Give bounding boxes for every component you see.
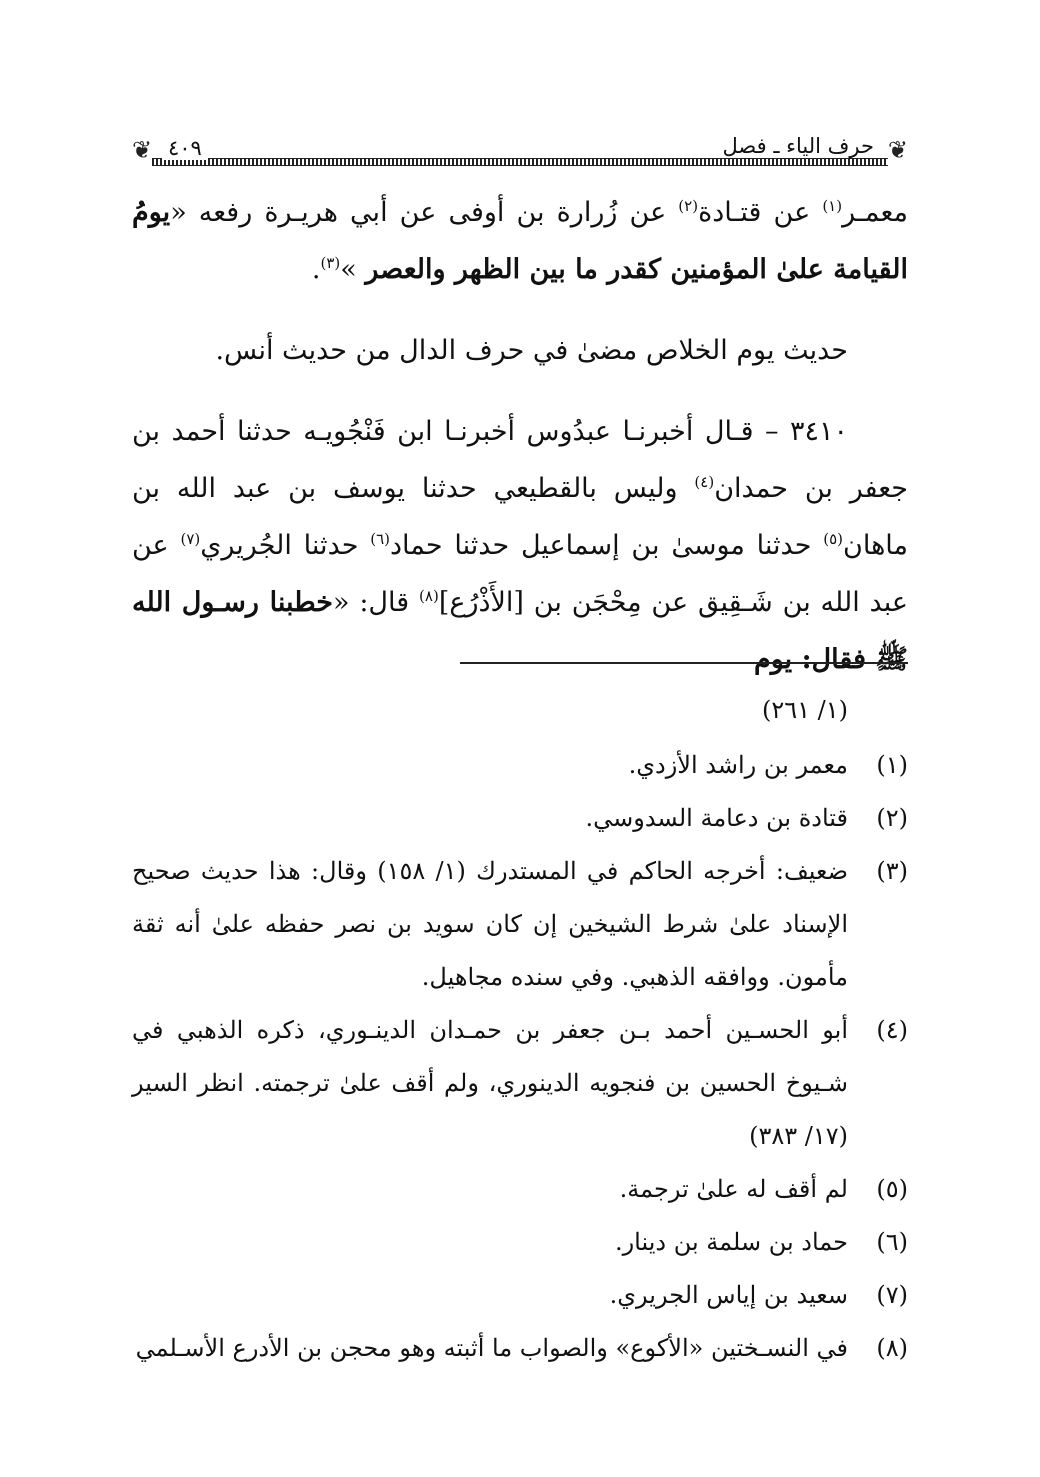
text-run: ٣٤١٠ – قـال أخبرنـا عبدُوس أخبرنـا ابن فَنْجُويـه حدثنا أحمد بن جعفر بن حمدان bbox=[132, 416, 908, 504]
footnote-ref: (٨) bbox=[419, 587, 439, 605]
paragraph-1 bbox=[132, 184, 908, 298]
text-run: » bbox=[340, 254, 366, 285]
paragraph-3 bbox=[132, 403, 908, 688]
header-rule bbox=[152, 158, 888, 166]
footnote-item bbox=[132, 1216, 908, 1269]
hadith-text: يومُ القيامة علىٰ المؤمنين كقدر ما بين الظهر والعصر bbox=[132, 197, 908, 285]
floral-bracket-icon: ❦ bbox=[132, 136, 153, 164]
footnote-item bbox=[132, 1269, 908, 1322]
footnote-number: (٦) bbox=[876, 1228, 908, 1256]
footnote-text: لم أقف له علىٰ ترجمة. bbox=[619, 1175, 848, 1203]
footnote-ref: (١) bbox=[822, 197, 843, 215]
footnote-number: (٥) bbox=[876, 1175, 908, 1203]
footnote-item bbox=[132, 792, 908, 845]
text-run: وليس بالقطيعي حدثنا يوسف بن عبد الله بن ماهان bbox=[132, 473, 908, 561]
footnote-item bbox=[132, 1004, 908, 1163]
footnote-number: (٨) bbox=[876, 1334, 908, 1362]
footnote-text: حماد بن سلمة بن دينار. bbox=[614, 1228, 848, 1256]
footnote-separator bbox=[460, 662, 908, 664]
text-run: عن قتـادة bbox=[698, 197, 823, 228]
footnote-number: (٧) bbox=[876, 1281, 908, 1309]
footnote-text: أبو الحسـين أحمد بـن جعفر بن حمـدان الدينـوري، ذكره الذهبي في شـيوخ الحسين بن فنجويه الدينوري، ولم أقف علىٰ ترجمته. انظر السير (١٧/ ٣٨٣) bbox=[132, 1016, 848, 1150]
footnote-text: في النسـختين «الأكوع» والصواب ما أثبته وهو محجن بن الأدرع الأسـلمي bbox=[135, 1334, 848, 1362]
text-run: عن عبد الله بن شَـقِيق عن مِحْجَن بن [الأَذْرُع] bbox=[132, 530, 908, 618]
footnote-ref: (٤) bbox=[694, 473, 715, 491]
footnote-ref: (٧) bbox=[180, 530, 201, 548]
source-reference: (١/ ٢٦١) bbox=[761, 696, 848, 724]
page-header bbox=[132, 130, 908, 170]
text-run: قال: « bbox=[332, 587, 420, 618]
footnote-number: (٢) bbox=[876, 804, 908, 832]
footnote-number: (٤) bbox=[876, 1016, 908, 1044]
footnote-item bbox=[132, 1322, 908, 1375]
page-number: ٤٠٩ bbox=[162, 136, 208, 160]
footnote-ref: (٥) bbox=[823, 530, 844, 548]
footnote-text: معمر بن راشد الأزدي. bbox=[628, 751, 848, 779]
footnote-item bbox=[132, 845, 908, 1004]
text-run: عن زُرارة بن أوفى عن أبي هريـرة رفعه « bbox=[170, 197, 679, 228]
text-run: . bbox=[311, 254, 321, 285]
paragraph-2: حديث يوم الخلاص مضىٰ في حرف الدال من حديث أنس. bbox=[215, 335, 848, 366]
footnote-text: ضعيف: أخرجه الحاكم في المستدرك (١/ ١٥٨) وقال: هذا حديث صحيح الإسناد علىٰ شرط الشيخين إن كان سويد بن نصر حفظه علىٰ أنه ثقة مأمون. ووافقه الذهبي. وفي سنده مجاهيل. bbox=[132, 857, 849, 991]
footnote-ref: (٦) bbox=[370, 530, 391, 548]
text-run: معمـر bbox=[842, 197, 908, 228]
footnote-item bbox=[132, 739, 908, 792]
footnote-text: سعيد بن إياس الجريري. bbox=[609, 1281, 848, 1309]
footnote-ref: (٣) bbox=[320, 254, 341, 272]
footnote-ref: (٢) bbox=[678, 197, 699, 215]
footnote-number: (٣) bbox=[876, 857, 908, 885]
text-run: حدثنا موسىٰ بن إسماعيل حدثنا حماد bbox=[390, 530, 824, 561]
footnote-text: قتادة بن دعامة السدوسي. bbox=[585, 804, 848, 832]
footnotes bbox=[132, 684, 908, 1375]
text-run: حدثنا الجُريري bbox=[200, 530, 371, 561]
floral-bracket-icon: ❦ bbox=[887, 136, 908, 164]
hadith-text: خطبنا رسـول الله ﷺ فقال: يوم bbox=[132, 587, 908, 675]
main-text bbox=[132, 184, 908, 688]
footnote-item bbox=[132, 1163, 908, 1216]
running-title: حرف الياء ـ فصل bbox=[716, 134, 880, 158]
footnote-number: (١) bbox=[876, 751, 908, 779]
